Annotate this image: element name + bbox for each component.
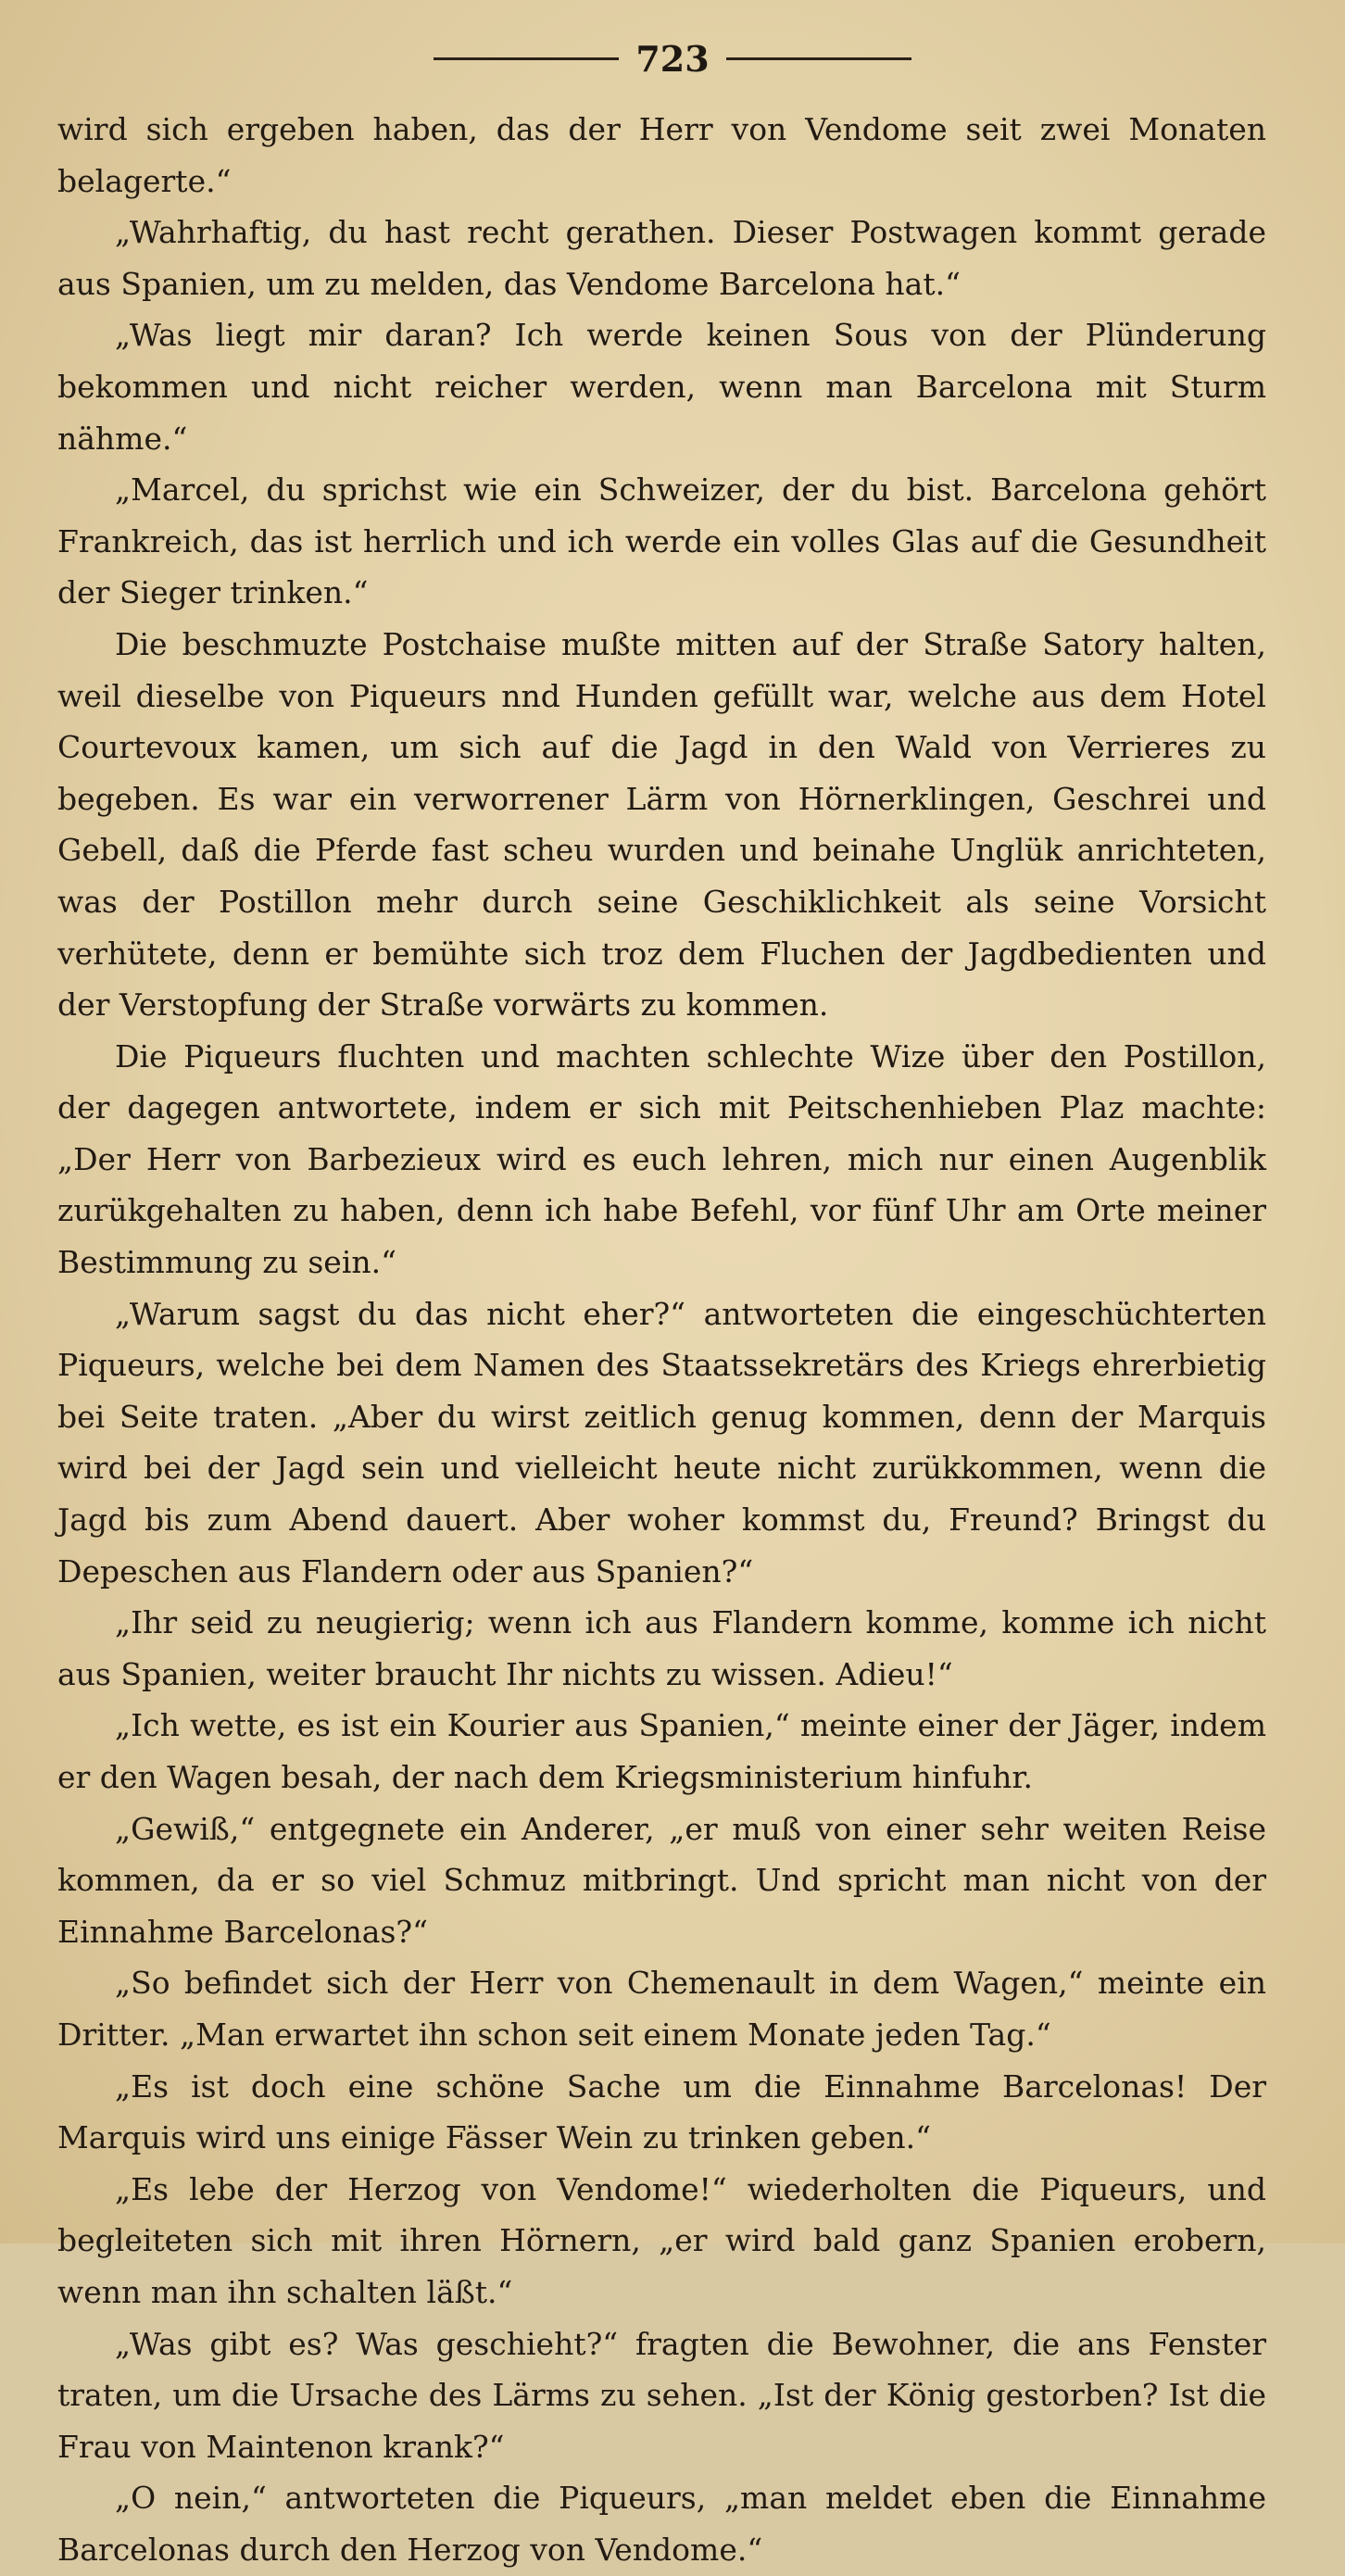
paragraph: „Warum sagst du das nicht eher?“ antworteten die eingeschüchterten Piqueurs, welche bei dem Namen des Staatssekretärs des Kriegs ehrerbietig bei Seite traten. „Aber du wirst zeitlich genug kommen, denn der Marquis wird bei der Jagd sein und vielleicht heute nicht zurükkommen, wenn die Jagd bis zum Abend dauert. Aber woher kommst du, Freund? Bringst du Depeschen aus Flandern oder aus Spanien?“ — [57, 1295, 1266, 1590]
paragraph: „Gewiß,“ entgegnete ein Anderer, „er muß von einer sehr weiten Reise kommen, da er so viel Schmuz mitbringt. Und spricht man nicht von der Einnahme Barcelonas?“ — [57, 1810, 1266, 1950]
paragraph: Die Piqueurs fluchten und machten schlechte Wize über den Postillon, der dagegen antwortete, indem er sich mit Peitschenhieben Plaz machte: „Der Herr von Barbezieux wird es euch lehren, mich nur einen Augenblik zurükgehalten zu haben, denn ich habe Befehl, vor fünf Uhr am Orte meiner Bestimmung zu sein.“ — [57, 1037, 1266, 1281]
paragraph: wird sich ergeben haben, das der Herr von Vendome seit zwei Monaten belagerte.“ — [57, 111, 1266, 199]
paragraph: „Es ist doch eine schöne Sache um die Einnahme Barcelonas! Der Marquis wird uns einige Fässer Wein zu trinken geben.“ — [57, 2067, 1266, 2156]
paragraph: „Wahrhaftig, du hast recht gerathen. Dieser Postwagen kommt gerade aus Spanien, um zu melden, das Vendome Barcelona hat.“ — [57, 214, 1266, 302]
page-number: 723 — [635, 37, 710, 80]
paragraph: „Marcel, du sprichst wie ein Schweizer, der du bist. Barcelona gehört Frankreich, das ist herrlich und ich werde ein volles Glas auf die Gesundheit der Sieger trinken.“ — [57, 471, 1266, 611]
page-header — [0, 35, 1345, 82]
body-text — [57, 104, 1266, 2576]
paragraph: „Ihr seid zu neugierig; wenn ich aus Flandern komme, komme ich nicht aus Spanien, weiter braucht Ihr nichts zu wissen. Adieu!“ — [57, 1604, 1266, 1692]
paragraph: „Es lebe der Herzog von Vendome!“ wiederholten die Piqueurs, und begleiteten sich mit ihren Hörnern, „er wird bald ganz Spanien erobern, wenn man ihn schalten läßt.“ — [57, 2170, 1266, 2310]
paragraph: Die beschmuzte Postchaise mußte mitten auf der Straße Satory halten, weil dieselbe von Piqueurs nnd Hunden gefüllt war, welche aus dem Hotel Courtevoux kamen, um sich auf die Jagd in den Wald von Verrieres zu begeben. Es war ein verworrener Lärm von Hörnerklingen, Geschrei und Gebell, daß die Pferde fast scheu wurden und beinahe Unglük anrichteten, was der Postillon mehr durch seine Geschiklichkeit als seine Vorsicht verhütete, denn er bemühte sich troz dem Fluchen der Jagdbedienten und der Verstopfung der Straße vorwärts zu kommen. — [57, 625, 1266, 1024]
paragraph: „So befindet sich der Herr von Chemenault in dem Wagen,“ meinte ein Dritter. „Man erwartet ihn schon seit einem Monate jeden Tag.“ — [57, 1965, 1266, 2053]
paragraph: „Was gibt es? Was geschieht?“ fragten die Bewohner, die ans Fenster traten, um die Ursache des Lärms zu sehen. „Ist der König gestorben? Ist die Frau von Maintenon krank?“ — [57, 2325, 1266, 2465]
header-rule-right — [726, 57, 911, 60]
paragraph: „Ich wette, es ist ein Kourier aus Spanien,“ meinte einer der Jäger, indem er den Wagen besah, der nach dem Kriegsministerium hinfuhr. — [57, 1707, 1266, 1795]
header-rule-left — [434, 57, 619, 60]
paragraph: „Was liegt mir daran? Ich werde keinen Sous von der Plünderung bekommen und nicht reicher werden, wenn man Barcelona mit Sturm nähme.“ — [57, 317, 1266, 457]
paragraph: „O nein,“ antworteten die Piqueurs, „man meldet eben die Einnahme Barcelonas durch den Herzog von Vendome.“ — [57, 2480, 1266, 2568]
